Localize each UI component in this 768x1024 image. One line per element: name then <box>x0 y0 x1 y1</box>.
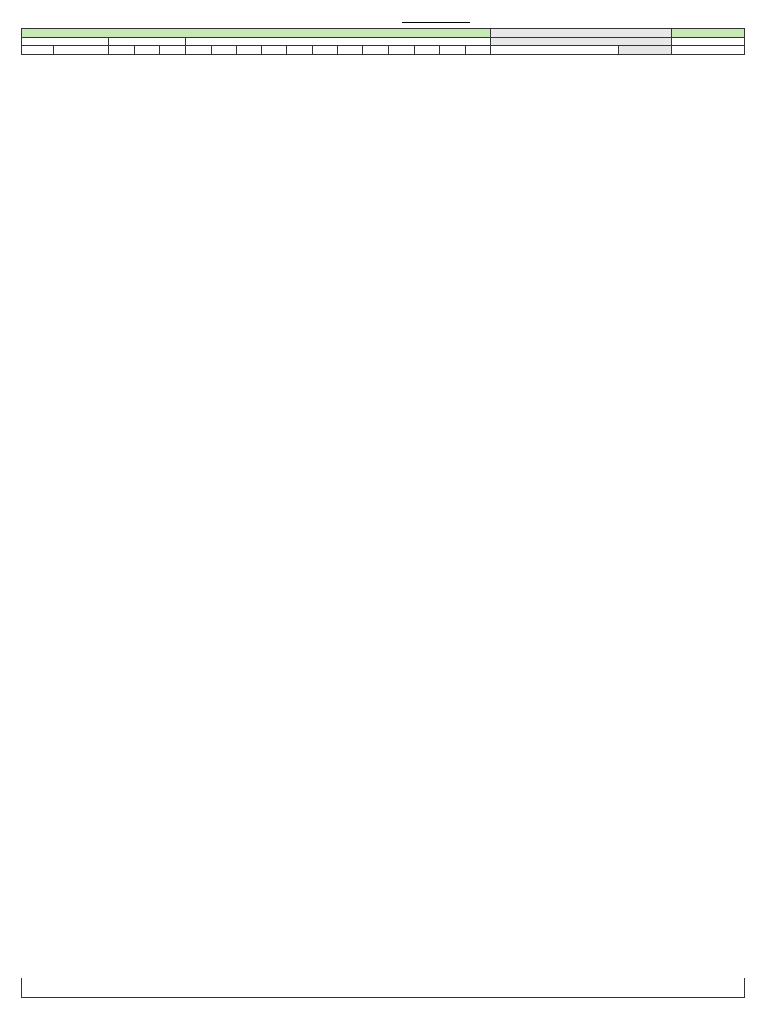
year-2022 <box>186 37 491 46</box>
month-header <box>287 46 312 55</box>
month-header <box>211 46 236 55</box>
sisa-kas-row <box>21 978 745 998</box>
opening-balance <box>671 29 744 38</box>
month-header <box>109 46 134 55</box>
month-header <box>312 46 337 55</box>
year-row <box>22 37 745 46</box>
nama-header <box>54 46 109 55</box>
tahun-label <box>22 37 109 46</box>
month-header <box>338 46 363 55</box>
month-header <box>134 46 159 55</box>
month-header <box>388 46 414 55</box>
month-header <box>159 46 185 55</box>
no-header <box>22 46 54 55</box>
title-row <box>22 29 745 38</box>
month-header-row <box>22 46 745 55</box>
year-2021 <box>109 37 186 46</box>
month-header <box>440 46 465 55</box>
month-header <box>262 46 287 55</box>
month-header <box>363 46 388 55</box>
month-header <box>236 46 261 55</box>
month-header <box>186 46 211 55</box>
dana-masuk-header <box>671 46 744 55</box>
month-header <box>415 46 440 55</box>
top-rule <box>402 22 470 23</box>
month-header <box>465 46 491 55</box>
data-pengeluaran-header <box>491 46 619 55</box>
kas-table-top <box>21 28 745 55</box>
